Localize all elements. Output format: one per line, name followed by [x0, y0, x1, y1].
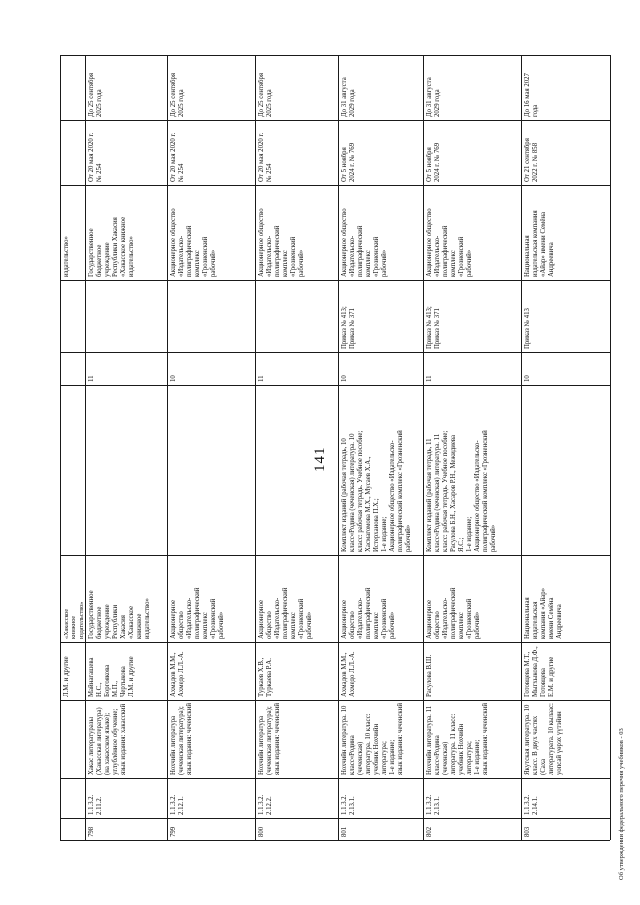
- header-authors-cell: Л.М. и другие: [63, 656, 70, 697]
- row-separator: [255, 55, 256, 840]
- row-separator: [423, 55, 424, 840]
- row-number: 803: [524, 826, 531, 837]
- header-publisher-cell: «Хакасское книжное издательство»: [63, 601, 85, 639]
- column-separator: [60, 555, 610, 556]
- row-code: 1.1.3.2. 2.14.1.: [524, 794, 540, 815]
- textbook-title: Якутская литература. 10 класс. В двух частях (Саха литературата. 10 кылаас: уопсай үөрэх үүтэйин: [524, 703, 564, 775]
- order-reference: Приказ № 413: [524, 308, 531, 349]
- textbook-title: Нохчийн литература (чеченская литература); язык издания: чеченский: [258, 703, 282, 775]
- legal-holder: Государственное бюджетное учреждение Республики Хакасия «Хакасское книжное издательство»: [88, 216, 136, 277]
- table-border-top: [60, 55, 610, 56]
- valid-until: До 25 сентября 2025 года: [88, 73, 104, 117]
- edition-complex-info: [88, 388, 164, 552]
- row-code: 1.1.3.2. 2.12.1.: [170, 794, 186, 815]
- table-border-bottom: [60, 840, 610, 841]
- grade-level: 11: [88, 375, 95, 382]
- textbook-publisher: Национальная издательская компания «Айар» имени Семёна Андреевича: [524, 587, 564, 639]
- page-number: 141: [312, 446, 328, 472]
- row-code: 1.1.3.2. 2.11.2.: [88, 794, 104, 815]
- inclusion-date: От 21 сентября 2022 г. № 858: [524, 138, 540, 182]
- order-reference: [258, 283, 335, 349]
- row-number: 802: [426, 826, 433, 837]
- row-separator: [521, 55, 522, 840]
- edition-complex-info: [524, 388, 607, 552]
- row-separator: [167, 55, 168, 840]
- textbook-authors: Готовцева М.Т., Мыгхыкова Д.Ф., Готовцева Е.М. и другие: [524, 646, 556, 697]
- row-number: 798: [88, 826, 95, 837]
- row-code: 1.1.3.2. 2.13.1.: [341, 794, 357, 815]
- column-separator: [60, 280, 610, 281]
- column-separator: [60, 185, 610, 186]
- edition-complex-info: [170, 388, 252, 552]
- column-separator: [60, 352, 610, 353]
- textbook-title: Хакас литературазы (Хакасская литература) (на хакасском языке); углублённое обучение; язык издания: хакасский: [88, 703, 128, 775]
- column-separator: [60, 385, 610, 386]
- grade-level: 10: [524, 375, 531, 382]
- textbook-authors: Ахмадов М.М., Ахмедо Л.Л.-А.: [341, 651, 357, 697]
- column-separator: [60, 700, 610, 701]
- grade-level: 10: [170, 375, 177, 382]
- edition-complex-info: Комплект изданий (рабочая тетрадь, 10 класс«Родина (чеченская) литература. 10 класс: рабочая тетрадь. Учебное пособие; Хасмагомова М.Х., Мусаев Х.А., Истерханова П.Х.; 1-е издание; Акционерное общество «Издательско- полиграфический комплекс «Грозненский рабочий»: [341, 430, 413, 552]
- valid-until: До 31 августа 2029 года: [426, 77, 442, 117]
- row-code: 1.1.3.2. 2.12.2.: [258, 794, 274, 815]
- order-reference: Приказ № 413; Приказ № 371: [341, 306, 357, 349]
- column-separator: [60, 818, 610, 819]
- legal-holder: Акционерное общество «Издательско- полиграфический комплекс «Грозненский рабочий»: [170, 208, 218, 277]
- row-separator: [85, 55, 86, 840]
- textbook-publisher: Акционерное общество «Издательско- полиграфический комплекс «Грозненский рабочий»: [170, 587, 226, 639]
- textbook-title: Нохчийн литература. 11 класс«Родина (чеченская) литература. 11 класс: учебник Нохчийн литература; 1-е издание; язык издания: чеченский: [426, 703, 490, 775]
- table-border-right: [610, 55, 611, 840]
- valid-until: До 25 сентября 2025 года: [170, 73, 186, 117]
- textbook-authors: Майнагашева Н.С., Боргоякова М.П., Чертыкова Л.М. и другие: [88, 656, 136, 697]
- legal-holder: Акционерное общество «Издательско- полиграфический комплекс «Грозненский рабочий»: [258, 208, 306, 277]
- legal-holder: Национальная издательская компания «Айар» имени Семёна Андреевича: [524, 210, 556, 277]
- order-reference: Приказ № 413; Приказ № 371: [426, 306, 442, 349]
- row-number: 801: [341, 826, 348, 837]
- table-border-left: [60, 55, 61, 840]
- textbook-authors: Расулова В.Ш.: [426, 654, 433, 697]
- legal-holder: Акционерное общество «Издательско- полиграфический комплекс «Грозненский рабочий»: [426, 208, 474, 277]
- row-number: 800: [258, 826, 265, 837]
- column-separator: [60, 120, 610, 121]
- row-number: 799: [170, 826, 177, 837]
- valid-until: До 16 мая 2027 года: [524, 73, 540, 117]
- textbook-authors: Туркаев Х.В., Туркаева Р.А.: [258, 657, 274, 697]
- textbook-publisher: Акционерное общество «Издательско- полиграфический комплекс «Грозненский рабочий»: [341, 587, 397, 639]
- legal-holder: Акционерное общество «Издательско- полиграфический комплекс «Грозненский рабочий»: [341, 208, 389, 277]
- valid-until: До 25 сентября 2025 года: [258, 73, 274, 117]
- textbook-title: Нохчийн литература. 10 класс«Родина (чеченская) литература. 10 класс: учебник Нохчийн литература; 1-е издание; язык издания: чеченский: [341, 703, 405, 775]
- inclusion-date: От 20 мая 2020 г. № 254: [88, 132, 104, 182]
- order-reference: [88, 283, 164, 349]
- header-legal-holder-cell: издательство»: [63, 236, 70, 277]
- row-separator: [338, 55, 339, 840]
- textbook-publisher: Акционерное общество «Издательско- полиграфический комплекс «Грозненский рабочий»: [426, 587, 482, 639]
- grade-level: 10: [341, 375, 348, 382]
- grade-level: 11: [258, 375, 265, 382]
- inclusion-date: От 20 мая 2020 г. № 254: [258, 132, 274, 182]
- footer-note: Об утверждении федерального перечня учебников - 03: [618, 728, 625, 880]
- edition-complex-info: Комплект изданий (рабочая тетрадь, 11 класс«Родина (чеченская) литература. 11 класс: рабочая тетрадь. Учебное пособие; Расулова Б.Н., Хасаров Р.Н., Межидиева Я.С.; 1-е издание; Акционерное общество «Издательско- полиграфический комплекс «Грозненский рабочий»: [426, 430, 498, 552]
- textbook-publisher: Государственное бюджетное учреждение Республики Хакасия «Хакасское книжное издательство»: [88, 590, 152, 639]
- textbook-title: Нохчийн литература (чеченская литература); язык издания: чеченский: [170, 703, 194, 775]
- column-separator: [60, 778, 610, 779]
- inclusion-date: От 5 ноября 2024 г. № 769: [426, 142, 442, 182]
- textbook-authors: Ахмадов М.М., Ахмедо Л.Л.-А.: [170, 651, 186, 697]
- textbook-publisher: Акционерное общество «Издательско- полиграфический комплекс «Грозненский рабочий»: [258, 587, 314, 639]
- inclusion-date: От 20 мая 2020 г. № 254: [170, 132, 186, 182]
- inclusion-date: От 5 ноября 2024 г. № 769: [341, 142, 357, 182]
- column-separator: [60, 642, 610, 643]
- valid-until: До 31 августа 2029 года: [341, 77, 357, 117]
- grade-level: 11: [426, 375, 433, 382]
- row-code: 1.1.3.2. 2.13.1.: [426, 794, 442, 815]
- order-reference: [170, 283, 252, 349]
